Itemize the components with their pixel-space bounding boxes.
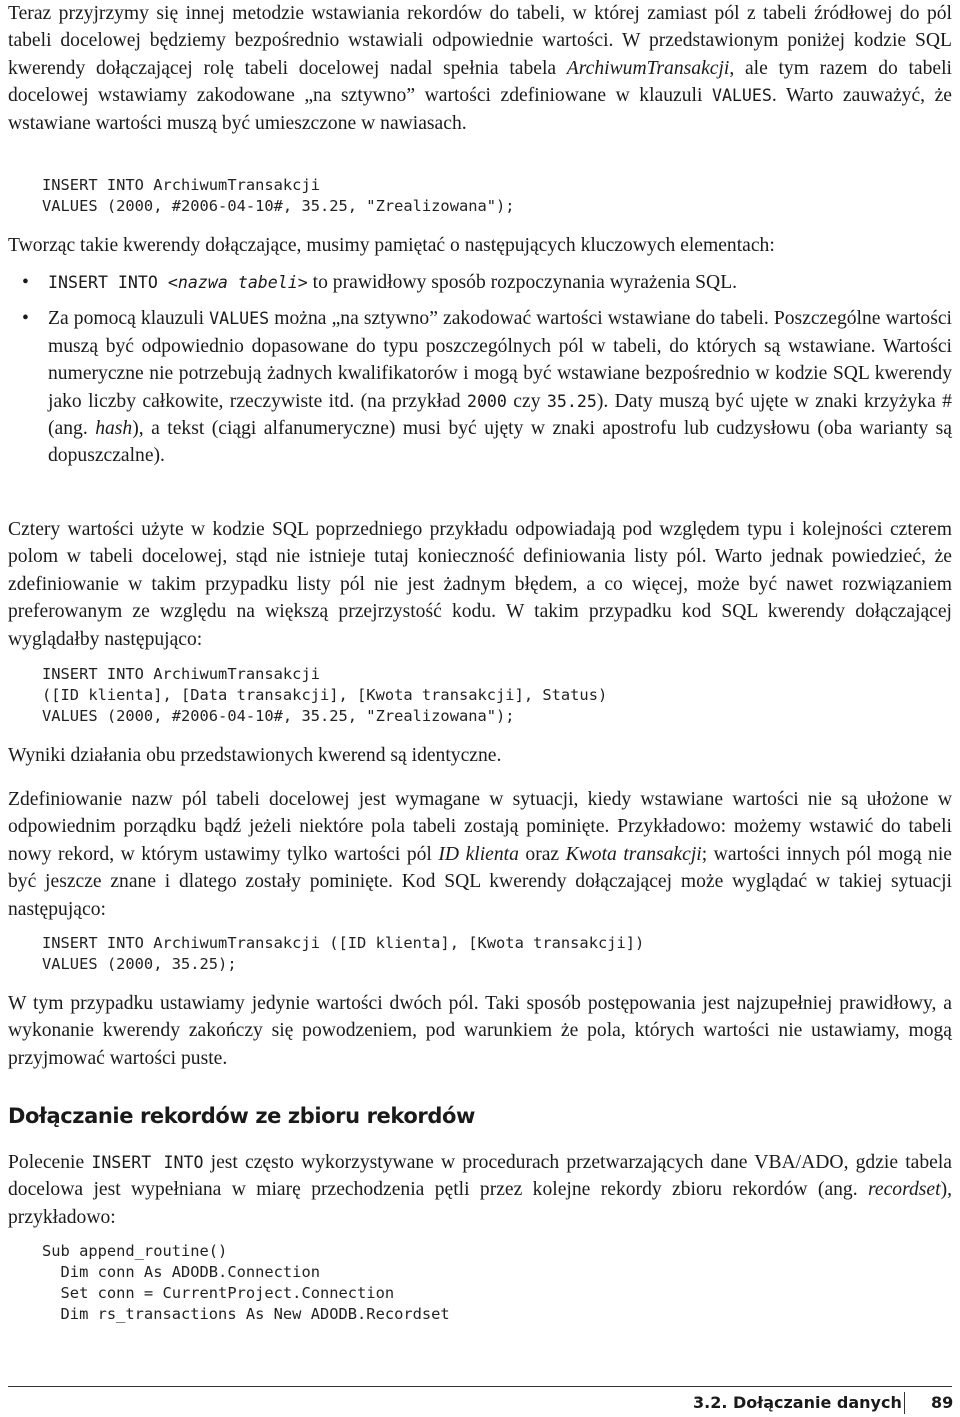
- paragraph-recordset: Polecenie INSERT INTO jest często wykorzystywane w procedurach przetwarzających dane VBA/ADO, gdzie tabela docelowa jest wypełniana w miarę przechodzenia pętli przez kolejne rekordy zbioru rekordów (ang. recordset), przykładowo:: [8, 1152, 952, 1228]
- code-block-vba: Sub append_routine() Dim conn As ADODB.Connection Set conn = CurrentProject.Connection Dim rs_transactions As New ADODB.Recordset: [42, 1242, 450, 1323]
- paragraph-field-names: Zdefiniowanie nazw pól tabeli docelowej jest wymagane w sytuacji, kiedy wstawiane wartości nie są ułożone w odpowiednim porządku bądź jeżeli niektóre pola tabeli zostają pominięte. Przykładowo: możemy wstawić do tabeli nowy rekord, w którym ustawimy tylko wartości pól ID klienta oraz Kwota transakcji; wartości innych pól mogą nie być jeszcze znane i dlatego zostały pominięte. Kod SQL kwerendy dołączającej może wyglądać w takiej sytuacji następująco:: [8, 789, 952, 920]
- code-block-insert-values: INSERT INTO ArchiwumTransakcji VALUES (2000, #2006-04-10#, 35.25, "Zrealizowana");: [42, 176, 515, 215]
- key-elements-list: [8, 269, 952, 470]
- footer-rule: [8, 1386, 952, 1387]
- section-heading: Dołączanie rekordów ze zbioru rekordów: [8, 1104, 476, 1128]
- footer-section-title: 3.2. Dołączanie danych: [693, 1393, 902, 1412]
- paragraph-intro: Teraz przyjrzymy się innej metodzie wstawiania rekordów do tabeli, w której zamiast pól z tabeli źródłowej do pól tabeli docelowej będziemy bezpośrednio wstawiali odpowiednie wartości. W przedstawionym poniżej kodzie SQL kwerendy dołączającej rolę tabeli docelowej nadal spełnia tabela ArchiwumTransakcji, ale tym razem do tabeli docelowej wstawiamy zakodowane „na sztywno” wartości zdefiniowane w klauzuli VALUES. Warto zauważyć, że wstawiane wartości muszą być umieszczone w nawiasach.: [8, 3, 952, 134]
- code-block-insert-partial: INSERT INTO ArchiwumTransakcji ([ID klienta], [Kwota transakcji]) VALUES (2000, 35.25);: [42, 934, 645, 973]
- paragraph-key-elements: Tworząc takie kwerendy dołączające, musimy pamiętać o następujących kluczowych elementach:: [8, 235, 775, 256]
- paragraph-results: Wyniki działania obu przedstawionych kwerend są identyczne.: [8, 745, 502, 766]
- footer-separator: [904, 1392, 905, 1414]
- paragraph-four-values: Cztery wartości użyte w kodzie SQL poprzedniego przykładu odpowiadają pod względem typu i kolejności czterem polom w tabeli docelowej, stąd nie istnieje tutaj konieczność definiowania listy pól. Warto jednak powiedzieć, że zdefiniowanie w takim przypadku listy pól nie jest żadnym błędem, a co więcej, może być nawet rozwiązaniem preferowanym ze względu na większą przejrzystość kodu. W takim przypadku kod SQL kwerendy dołączającej wyglądałby następująco:: [8, 519, 952, 650]
- paragraph-two-fields: W tym przypadku ustawiamy jedynie wartości dwóch pól. Taki sposób postępowania jest najzupełniej prawidłowy, a wykonanie kwerendy zakończy się powodzeniem, pod warunkiem że pola, których wartości nie ustawiamy, mogą przyjmować wartości puste.: [8, 993, 952, 1069]
- list-item: • INSERT INTO <nazwa tabeli> to prawidłowy sposób rozpoczynania wyrażenia SQL.: [22, 272, 738, 293]
- code-block-insert-fields: INSERT INTO ArchiwumTransakcji ([ID klienta], [Data transakcji], [Kwota transakcji], Status) VALUES (2000, #2006-04-10#, 35.25, "Zrealizowana");: [42, 665, 608, 725]
- page-number: 89: [931, 1393, 954, 1412]
- list-item: • Za pomocą klauzuli VALUES można „na sztywno” zakodować wartości wstawiane do tabeli. Poszczególne wartości muszą być odpowiednio dopasowane do typu poszczególnych pól w tabeli, do których są wstawiane. Wartości numeryczne nie potrzebują żadnych kwalifikatorów i mogą być wstawiane bezpośrednio w kodzie SQL kwerendy jako liczby całkowite, rzeczywiste itd. (na przykład 2000 czy 35.25). Daty muszą być ujęte w znaki krzyżyka # (ang. hash), a tekst (ciągi alfanumeryczne) musi być ujęty w znaki apostrofu lub cudzysłowu (oba warianty są dopuszczalne).: [22, 308, 952, 467]
